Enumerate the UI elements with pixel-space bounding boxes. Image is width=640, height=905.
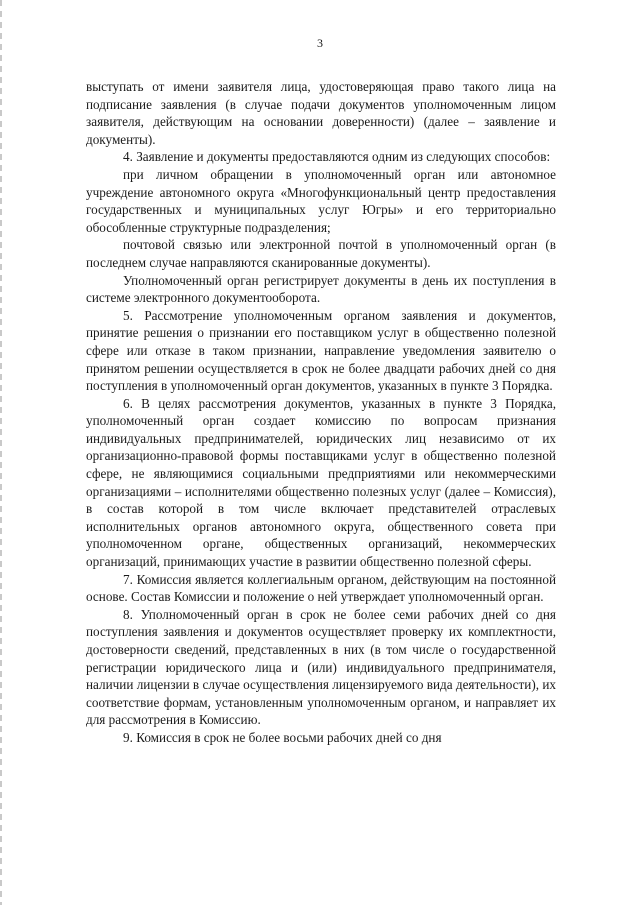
paragraph-item-4-mail: почтовой связью или электронной почтой в уполномоченный орган (в последнем случае направляются сканированные документы).: [86, 237, 556, 270]
paragraph-item-5: 5. Рассмотрение уполномоченным органом заявления и документов, принятие решения о признании его поставщиком услуг в общественно полезной сфере или отказе в таком признании, направление уведомления заявителю о принятом решении осуществляется в срок не более двадцати рабочих дней со дня поступления в уполномоченный орган документов, указанных в пункте 3 Порядка.: [86, 307, 556, 394]
scan-edge: [0, 0, 2, 905]
paragraph-item-4: 4. Заявление и документы предоставляются одним из следующих способов:: [123, 149, 551, 165]
page-number: 3: [317, 36, 323, 50]
paragraph-item-7: 7. Комиссия является коллегиальным органом, действующим на постоянной основе. Состав Комиссии и положение о ней утверждает уполномоченный орган.: [86, 571, 556, 605]
paragraph-item-4-in-person: при личном обращении в уполномоченный орган или автономное учреждение автономного округа «Многофункциональный центр предоставления государственных и муниципальных услуг Югры» и его территориально обособленные структурные подразделения;: [86, 166, 556, 235]
paragraph-continuation: выступать от имени заявителя лица, удостоверяющая право такого лица на подписание заявления (в случае подачи документов уполномоченным лицом заявителя, действующим на основании доверенности) (далее – заявление и документы).: [86, 79, 556, 147]
paragraph-registration: Уполномоченный орган регистрирует документы в день их поступления в системе электронного документооборота.: [86, 272, 556, 306]
paragraph-item-6: 6. В целях рассмотрения документов, указанных в пункте 3 Порядка, уполномоченный орган создает комиссию по вопросам признания индивидуальных предпринимателей, юридических лиц независимо от их организационно-правовой формы поставщиками услуг в общественно полезной сфере, не являющимися социальными предприятиями или некоммерческими организациями – исполнителями общественно полезных услуг (далее – Комиссия), в состав которой в том числе включает представителей отраслевых исполнительных органов автономного округа, общественного совета при уполномоченном органе, общественных организаций, некоммерческих организаций, принимающих участие в развитии общественно полезной сферы.: [86, 395, 556, 570]
paragraph-item-9: 9. Комиссия в срок не более восьми рабочих дней со дня: [123, 729, 442, 745]
paragraph-item-8: 8. Уполномоченный орган в срок не более семи рабочих дней со дня поступления заявления и документов осуществляет проверку их комплектности, достоверности сведений, представленных в них (в том числе о государственной регистрации юридического лица и (или) индивидуального предпринимателя, наличии лицензии в случае осуществления лицензируемого вида деятельности), их соответствие формам, установленным уполномоченным органом, и направляет их для рассмотрения в Комиссию.: [86, 606, 556, 728]
document-body: [86, 78, 556, 747]
